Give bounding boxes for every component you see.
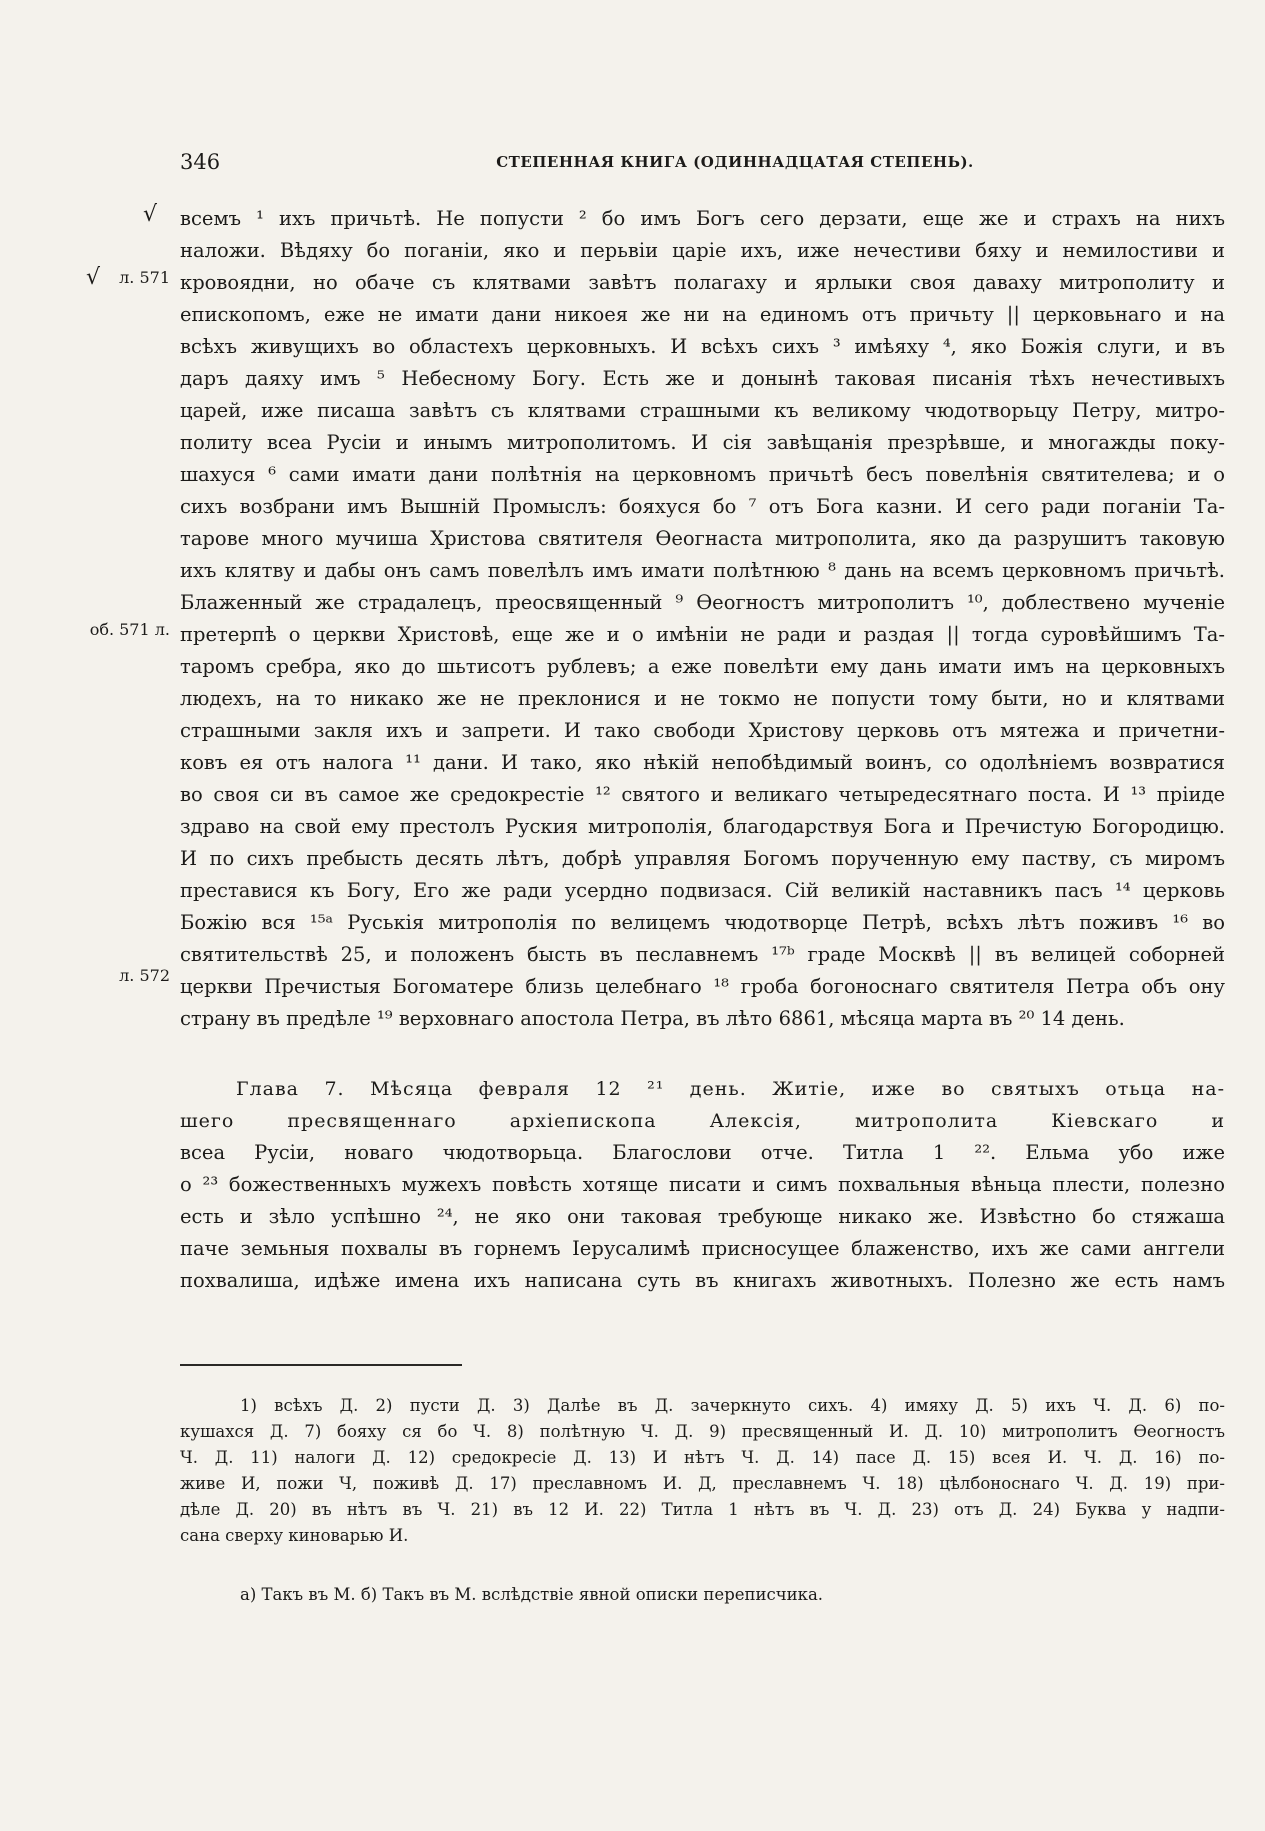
footnote-line: 1) всѣхъ Д. 2) пусти Д. 3) Далѣе въ Д. зачеркнуто сихъ. 4) имяху Д. 5) ихъ Ч. Д. 6) по- <box>240 1396 1225 1415</box>
text-line: сихъ возбрани имъ Вышній Промыслъ: бояхуся бо ⁷ отъ Бога казни. И сего ради поганіи Та- <box>180 495 1225 518</box>
text-line: даръ даяху имъ ⁵ Небесному Богу. Есть же и донынѣ таковая писанія тѣхъ нечестивыхъ <box>180 367 1225 390</box>
footnote-line: кушахся Д. 7) бояху ся бо Ч. 8) полѣтную Ч. Д. 9) пресвященный И. Д. 10) митрополитъ Ѳеогностъ <box>180 1422 1225 1441</box>
margin-note-leaf-571: л. 571 <box>119 268 170 287</box>
text-line: кровоядни, но обаче съ клятвами завѣтъ полагаху и ярлыки своя даваху митрополиту и <box>180 271 1225 294</box>
text-line: похвалиша, идѣже имена ихъ написана суть въ книгахъ животныхъ. Полезно же есть намъ <box>180 1269 1225 1292</box>
footnote-rule <box>180 1364 462 1366</box>
chapter-heading-line: Глава 7. Мѣсяца февраля 12 ²¹ день. Житіе, иже во святыхъ отьца на- <box>236 1078 1225 1100</box>
margin-note-leaf-571-verso: об. 571 л. <box>89 620 170 639</box>
text-line: И по сихъ пребысть десять лѣтъ, добрѣ управляя Богомъ порученную ему паству, съ миромъ <box>180 847 1225 870</box>
check-mark-icon: √ <box>86 265 101 290</box>
chapter-heading-line: шего пресвященнаго архіепископа Алексія, митрополита Кіевскаго и <box>180 1110 1225 1132</box>
variant-notes: а) Такъ въ М. б) Такъ въ М. вслѣдствіе явной описки переписчика. <box>240 1585 824 1604</box>
chapter-7 <box>180 1073 1225 1297</box>
footnote-line: сана сверху киноварью И. <box>180 1526 409 1545</box>
text-line: страшными закля ихъ и запрети. И тако свободи Христову церковь отъ мятежа и причетни- <box>180 719 1225 742</box>
text-line: церкви Пречистыя Богоматере близь целебнаго ¹⁸ гроба богоноснаго святителя Петра объ ону <box>180 975 1225 998</box>
text-line: здраво на свой ему престолъ Руския митрополія, благодарствуя Бога и Пречистую Богородицю. <box>180 815 1225 838</box>
text-line: святительствѣ 25, и положенъ бысть въ пеславнемъ ¹⁷ᵇ граде Москвѣ || въ велицей соборней <box>180 943 1225 966</box>
text-line: во своя си въ самое же средокрестіе ¹² святого и великаго четыредесятнаго поста. И ¹³ пріиде <box>180 783 1225 806</box>
text-line: ихъ клятву и дабы онъ самъ повелѣлъ имъ имати полѣтнюю ⁸ дань на всемъ церковномъ причьтѣ. <box>180 559 1225 582</box>
text-line: всеа Русіи, новаго чюдотворьца. Благослови отче. Титла 1 ²². Ельма убо иже <box>180 1141 1225 1164</box>
text-line: страну въ предѣле ¹⁹ верховнаго апостола Петра, въ лѣто 6861, мѣсяца марта въ ²⁰ 14 день. <box>180 1007 1125 1030</box>
text-line: всемъ ¹ ихъ причьтѣ. Не попусти ² бо имъ Богъ сего дерзати, еще же и страхъ на нихъ <box>180 207 1225 230</box>
text-line: ковъ ея отъ налога ¹¹ дани. И тако, яко нѣкій непобѣдимый воинъ, со одолѣніемъ возвратися <box>180 751 1225 774</box>
running-title: СТЕПЕННАЯ КНИГА (ОДИННАДЦАТАЯ СТЕПЕНЬ). <box>496 153 974 171</box>
page-number: 346 <box>180 150 221 174</box>
footnote-line: живе И, пожи Ч, поживѣ Д. 17) преславномъ И. Д, преславнемъ Ч. 18) цѣлбоноснаго Ч. Д. 19) при- <box>180 1474 1225 1493</box>
text-line: всѣхъ живущихъ во областехъ церковныхъ. И всѣхъ сихъ ³ имѣяху ⁴, яко Божія слуги, и въ <box>180 335 1225 358</box>
page-header <box>180 150 1225 184</box>
text-line: претерпѣ о церкви Христовѣ, еще же и о имѣніи не ради и раздая || тогда суровѣйшимъ Та- <box>180 623 1225 646</box>
text-line: Божію вся ¹⁵ᵃ Руськія митрополія по велицемъ чюдотворце Петрѣ, всѣхъ лѣтъ поживъ ¹⁶ во <box>180 911 1225 934</box>
text-line: наложи. Вѣдяху бо поганіи, яко и перьвіи царіе ихъ, иже нечестиви бяху и немилостиви и <box>180 239 1225 262</box>
margin-note-leaf-572: л. 572 <box>119 966 170 985</box>
text-line: есть и зѣло успѣшно ²⁴, не яко они таковая требующе никако же. Извѣстно бо стяжаша <box>180 1205 1225 1228</box>
main-text <box>180 203 1225 1297</box>
footnotes <box>180 1393 1225 1549</box>
text-line: людехъ, на то никако же не преклонися и не токмо не попусти тому быти, но и клятвами <box>180 687 1225 710</box>
text-line: преставися къ Богу, Его же ради усердно подвизася. Сій великій наставникъ пасъ ¹⁴ церковь <box>180 879 1225 902</box>
check-mark-icon: √ <box>143 202 158 227</box>
text-line: царей, иже писаша завѣтъ съ клятвами страшными къ великому чюдотворьцу Петру, митро- <box>180 399 1225 422</box>
text-line: шахуся ⁶ сами имати дани полѣтнія на церковномъ причьтѣ бесъ повелѣнія святителева; и о <box>180 463 1225 486</box>
footnote-line: дѣле Д. 20) въ нѣтъ въ Ч. 21) въ 12 И. 22) Титла 1 нѣтъ въ Ч. Д. 23) отъ Д. 24) Буква у надпи- <box>180 1500 1225 1519</box>
text-line: паче земьныя похвалы въ горнемъ Іерусалимѣ присносущее блаженство, ихъ же сами анггели <box>180 1237 1225 1260</box>
text-line: таромъ сребра, яко до шьтисотъ рублевъ; а еже повелѣти ему дань имати имъ на церковныхъ <box>180 655 1225 678</box>
text-line: тарове много мучиша Христова святителя Ѳеогнаста митрополита, яко да разрушитъ таковую <box>180 527 1225 550</box>
text-line: епископомъ, еже не имати дани никоея же ни на единомъ отъ причьту || церковьнаго и на <box>180 303 1225 326</box>
text-line: политу всеа Русіи и инымъ митрополитомъ. И сія завѣщанія презрѣвше, и многажды поку- <box>180 431 1225 454</box>
text-line: Блаженный же страдалецъ, преосвященный ⁹ Ѳеогностъ митрополитъ ¹⁰, доблествено мученіе <box>180 591 1225 614</box>
footnote-line: Ч. Д. 11) налоги Д. 12) средокресіе Д. 13) И нѣтъ Ч. Д. 14) пасе Д. 15) всея И. Ч. Д. 16) по- <box>180 1448 1225 1467</box>
text-line: о ²³ божественныхъ мужехъ повѣсть хотяще писати и симъ похвальныя вѣньца плести, полезно <box>180 1173 1225 1196</box>
